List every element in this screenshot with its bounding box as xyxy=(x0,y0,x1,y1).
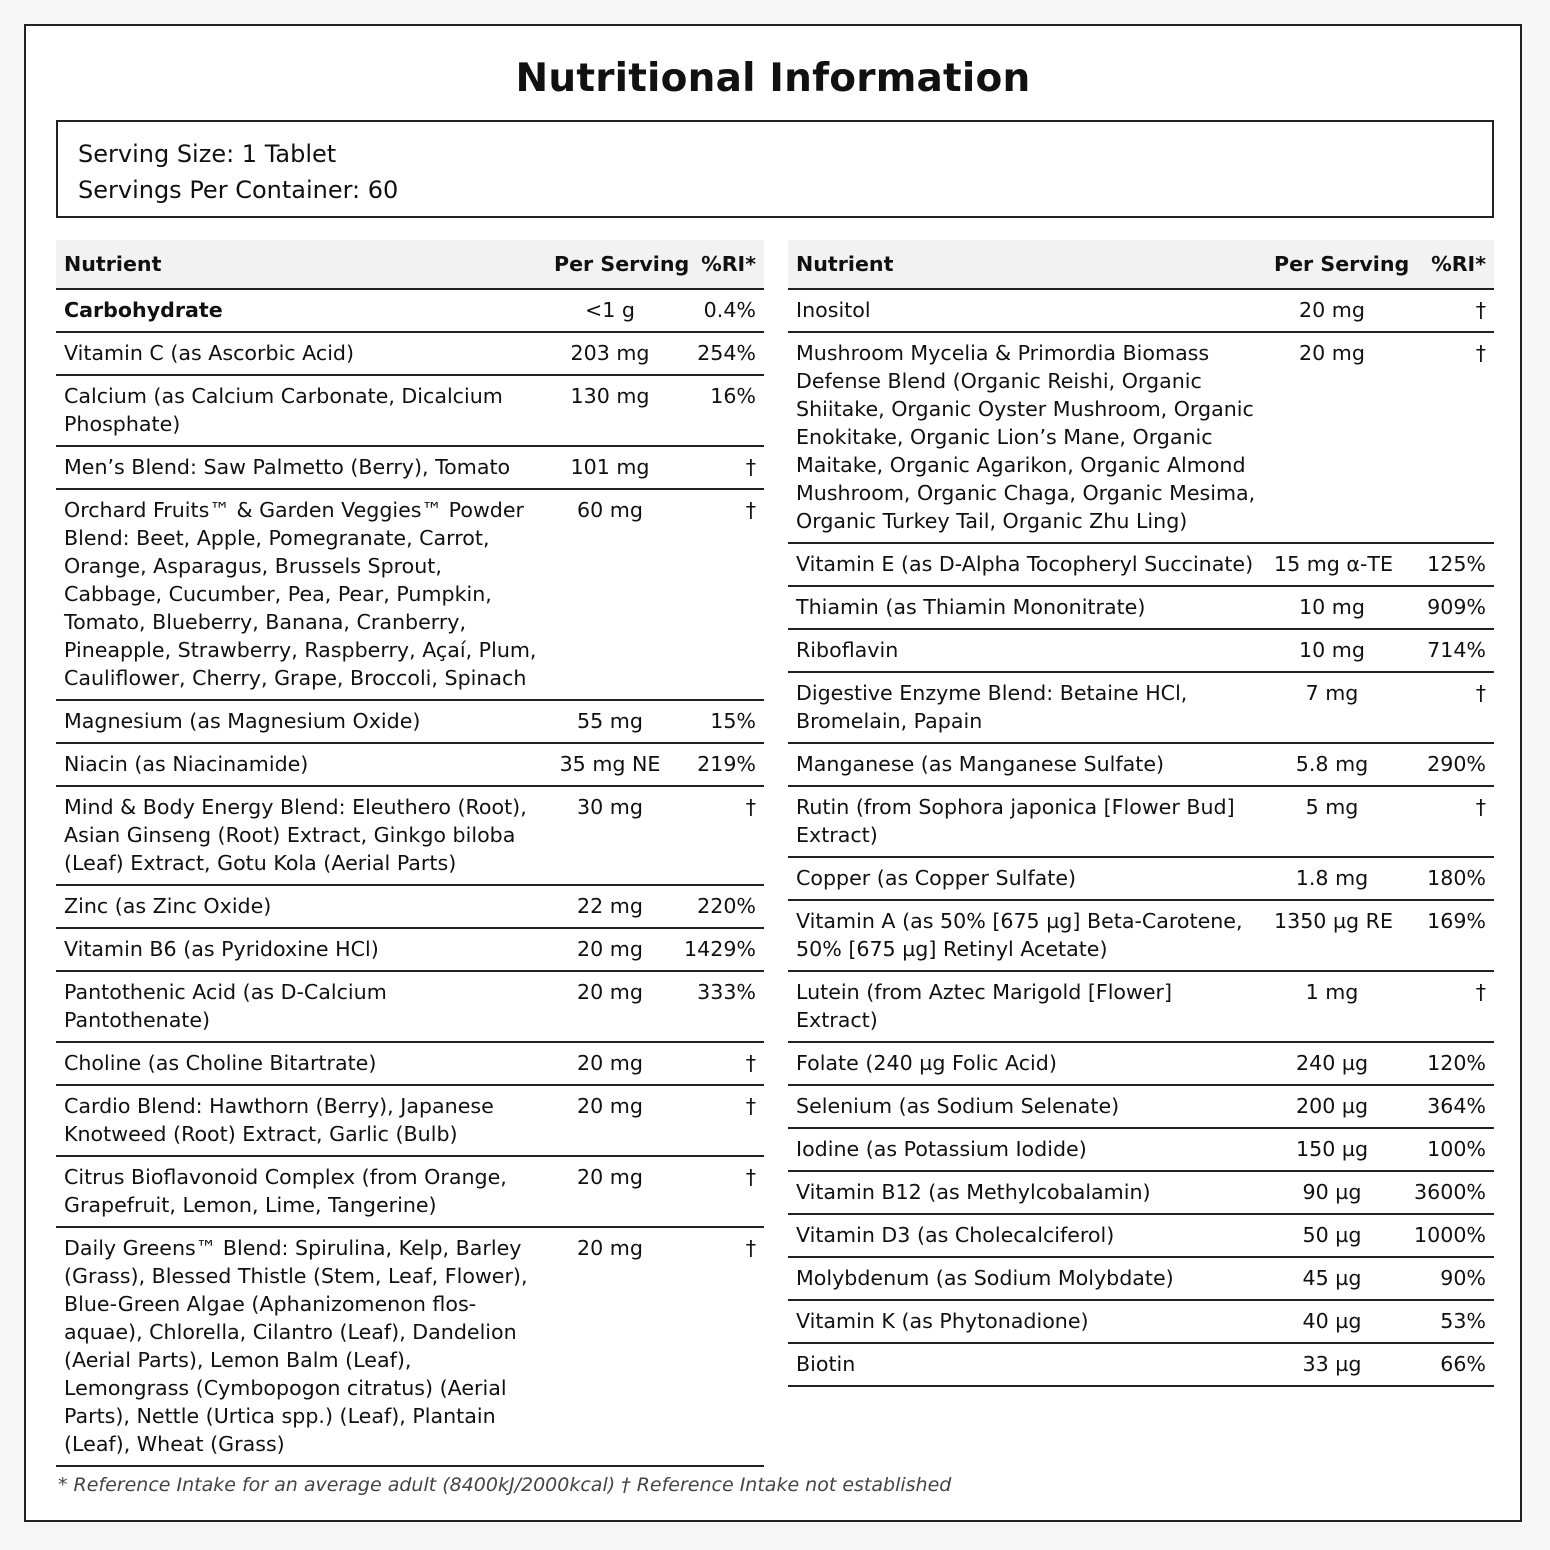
table-row xyxy=(788,672,1494,743)
nutrient-name-cell: Manganese (as Manganese Sulfate) xyxy=(788,743,1266,786)
per-serving-cell: 35 mg NE xyxy=(546,743,674,786)
table-row xyxy=(788,1343,1494,1386)
nutrient-name-cell: Lutein (from Aztec Marigold [Flower] Extract) xyxy=(788,971,1266,1042)
nutrient-name-cell: Magnesium (as Magnesium Oxide) xyxy=(56,700,546,743)
nutrient-name-cell: Pantothenic Acid (as D-Calcium Pantothenate) xyxy=(56,971,546,1042)
footnote: * Reference Intake for an average adult (8400kJ/2000kcal) † Reference Intake not established xyxy=(58,1474,952,1496)
table-row xyxy=(788,1085,1494,1128)
ri-cell: 15% xyxy=(674,700,764,743)
page-title: Nutritional Information xyxy=(515,56,1031,101)
nutrient-name-cell: Molybdenum (as Sodium Molybdate) xyxy=(788,1257,1266,1300)
ri-cell: † xyxy=(674,1227,764,1466)
ri-cell: 714% xyxy=(1398,629,1494,672)
table-row xyxy=(56,1227,764,1466)
per-serving-cell: 200 µg xyxy=(1266,1085,1398,1128)
nutrient-name-cell: Vitamin D3 (as Cholecalciferol) xyxy=(788,1214,1266,1257)
nutrient-name-cell: Iodine (as Potassium Iodide) xyxy=(788,1128,1266,1171)
per-serving-cell: 20 mg xyxy=(546,971,674,1042)
ri-cell: † xyxy=(1398,786,1494,857)
per-serving-cell: 90 µg xyxy=(1266,1171,1398,1214)
ri-cell: 333% xyxy=(674,971,764,1042)
table-row xyxy=(788,1128,1494,1171)
nutrient-name-cell: Men’s Blend: Saw Palmetto (Berry), Tomato xyxy=(56,446,546,489)
table-row xyxy=(788,332,1494,543)
per-serving-cell: 10 mg xyxy=(1266,586,1398,629)
nutrient-name-cell: Inositol xyxy=(788,289,1266,332)
ri-cell: 1000% xyxy=(1398,1214,1494,1257)
table-row xyxy=(788,971,1494,1042)
per-serving-cell: 1350 µg RE xyxy=(1266,900,1398,971)
ri-cell: 90% xyxy=(1398,1257,1494,1300)
per-serving-cell: 5 mg xyxy=(1266,786,1398,857)
nutrient-name-cell: Calcium (as Calcium Carbonate, Dicalcium Phosphate) xyxy=(56,375,546,446)
nutrient-name-cell: Citrus Bioflavonoid Complex (from Orange, Grapefruit, Lemon, Lime, Tangerine) xyxy=(56,1156,546,1227)
per-serving-cell: 20 mg xyxy=(546,1156,674,1227)
nutrient-name-cell: Rutin (from Sophora japonica [Flower Bud] Extract) xyxy=(788,786,1266,857)
table-row xyxy=(56,1042,764,1085)
table-row xyxy=(788,857,1494,900)
table-row xyxy=(788,1042,1494,1085)
column-header-ri: %RI* xyxy=(674,240,764,289)
table-row xyxy=(56,489,764,700)
nutrient-name-cell: Zinc (as Zinc Oxide) xyxy=(56,885,546,928)
ri-cell: † xyxy=(1398,289,1494,332)
ri-cell: 169% xyxy=(1398,900,1494,971)
nutrient-name-cell: Vitamin B12 (as Methylcobalamin) xyxy=(788,1171,1266,1214)
per-serving-cell: 203 mg xyxy=(546,332,674,375)
ri-cell: † xyxy=(674,1085,764,1156)
nutrient-name-cell: Mind & Body Energy Blend: Eleuthero (Root), Asian Ginseng (Root) Extract, Ginkgo biloba (Leaf) Extract, Gotu Kola (Aerial Parts) xyxy=(56,786,546,885)
per-serving-cell: 30 mg xyxy=(546,786,674,885)
table-row xyxy=(56,885,764,928)
ri-cell: 16% xyxy=(674,375,764,446)
table-row xyxy=(56,375,764,446)
ri-cell: 219% xyxy=(674,743,764,786)
servings-per-container: Servings Per Container: 60 xyxy=(78,176,399,204)
per-serving-cell: 40 µg xyxy=(1266,1300,1398,1343)
nutrient-table-right xyxy=(788,240,1494,1387)
per-serving-cell: 20 mg xyxy=(546,928,674,971)
table-row xyxy=(56,446,764,489)
ri-cell: 0.4% xyxy=(674,289,764,332)
nutrient-name-cell: Orchard Fruits™ & Garden Veggies™ Powder Blend: Beet, Apple, Pomegranate, Carrot, Orange, Asparagus, Brussels Sprout, Cabbage, Cucumber, Pea, Pear, Pumpkin, Tomato, Blueberry, Banana, Cranberry, Pineapple, Strawberry, Raspberry, Açaí, Plum, Cauliflower, Cherry, Grape, Broccoli, Spinach xyxy=(56,489,546,700)
column-header-nutrient: Nutrient xyxy=(788,240,1266,289)
ri-cell: 66% xyxy=(1398,1343,1494,1386)
per-serving-cell: 50 µg xyxy=(1266,1214,1398,1257)
nutrient-name-cell: Carbohydrate xyxy=(56,289,546,332)
ri-cell: † xyxy=(674,786,764,885)
nutrient-name-cell: Folate (240 µg Folic Acid) xyxy=(788,1042,1266,1085)
table-row xyxy=(788,1214,1494,1257)
table-row xyxy=(56,289,764,332)
column-header-nutrient: Nutrient xyxy=(56,240,546,289)
ri-cell: 53% xyxy=(1398,1300,1494,1343)
per-serving-cell: 1 mg xyxy=(1266,971,1398,1042)
ri-cell: 909% xyxy=(1398,586,1494,629)
nutrient-name-cell: Riboflavin xyxy=(788,629,1266,672)
table-row xyxy=(788,1257,1494,1300)
per-serving-cell: 150 µg xyxy=(1266,1128,1398,1171)
table-row xyxy=(788,629,1494,672)
per-serving-cell: 45 µg xyxy=(1266,1257,1398,1300)
per-serving-cell: 130 mg xyxy=(546,375,674,446)
nutrient-table-left xyxy=(56,240,764,1467)
nutrition-panel xyxy=(24,24,1522,1522)
ri-cell: 1429% xyxy=(674,928,764,971)
table-row xyxy=(56,928,764,971)
ri-cell: 220% xyxy=(674,885,764,928)
ri-cell: † xyxy=(674,1156,764,1227)
table-row xyxy=(788,543,1494,586)
ri-cell: 120% xyxy=(1398,1042,1494,1085)
per-serving-cell: 60 mg xyxy=(546,489,674,700)
table-row xyxy=(788,786,1494,857)
table-row xyxy=(56,1085,764,1156)
nutrient-name-cell: Choline (as Choline Bitartrate) xyxy=(56,1042,546,1085)
nutrient-name-cell: Mushroom Mycelia & Primordia Biomass Defense Blend (Organic Reishi, Organic Shiitake, Organic Oyster Mushroom, Organic Enokitake, Organic Lion’s Mane, Organic Maitake, Organic Agarikon, Organic Almond Mushroom, Organic Chaga, Organic Mesima, Organic Turkey Tail, Organic Zhu Ling) xyxy=(788,332,1266,543)
per-serving-cell: 20 mg xyxy=(546,1042,674,1085)
ri-cell: † xyxy=(674,489,764,700)
nutrient-name-cell: Copper (as Copper Sulfate) xyxy=(788,857,1266,900)
per-serving-cell: 101 mg xyxy=(546,446,674,489)
per-serving-cell: 5.8 mg xyxy=(1266,743,1398,786)
table-row xyxy=(788,289,1494,332)
column-header-per-serving: Per Serving xyxy=(546,240,674,289)
ri-cell: † xyxy=(1398,332,1494,543)
per-serving-cell: 10 mg xyxy=(1266,629,1398,672)
ri-cell: † xyxy=(674,1042,764,1085)
per-serving-cell: 7 mg xyxy=(1266,672,1398,743)
nutrient-name-cell: Vitamin C (as Ascorbic Acid) xyxy=(56,332,546,375)
per-serving-cell: 15 mg α-TE xyxy=(1266,543,1398,586)
nutrient-name-cell: Vitamin K (as Phytonadione) xyxy=(788,1300,1266,1343)
per-serving-cell: 55 mg xyxy=(546,700,674,743)
ri-cell: † xyxy=(1398,971,1494,1042)
nutrient-name-cell: Thiamin (as Thiamin Mononitrate) xyxy=(788,586,1266,629)
table-row xyxy=(56,332,764,375)
per-serving-cell: 20 mg xyxy=(546,1227,674,1466)
table-row xyxy=(788,743,1494,786)
per-serving-cell: 22 mg xyxy=(546,885,674,928)
table-row xyxy=(788,1300,1494,1343)
ri-cell: 180% xyxy=(1398,857,1494,900)
table-header-row xyxy=(56,240,764,289)
nutrient-name-cell: Digestive Enzyme Blend: Betaine HCl, Bromelain, Papain xyxy=(788,672,1266,743)
ri-cell: 254% xyxy=(674,332,764,375)
table-row xyxy=(56,786,764,885)
per-serving-cell: 240 µg xyxy=(1266,1042,1398,1085)
table-row xyxy=(788,900,1494,971)
table-row xyxy=(788,1171,1494,1214)
nutrient-name-cell: Niacin (as Niacinamide) xyxy=(56,743,546,786)
nutrient-name-cell: Daily Greens™ Blend: Spirulina, Kelp, Barley (Grass), Blessed Thistle (Stem, Leaf, Flower), Blue-Green Algae (Aphanizomenon flos-aquae), Chlorella, Cilantro (Leaf), Dandelion (Aerial Parts), Lemon Balm (Leaf), Lemongrass (Cymbopogon citratus) (Aerial Parts), Nettle (Urtica spp.) (Leaf), Plantain (Leaf), Wheat (Grass) xyxy=(56,1227,546,1466)
per-serving-cell: <1 g xyxy=(546,289,674,332)
column-header-ri: %RI* xyxy=(1398,240,1494,289)
per-serving-cell: 33 µg xyxy=(1266,1343,1398,1386)
ri-cell: † xyxy=(1398,672,1494,743)
nutrient-name-cell: Biotin xyxy=(788,1343,1266,1386)
table-row xyxy=(56,700,764,743)
serving-size: Serving Size: 1 Tablet xyxy=(78,140,337,168)
serving-info-box xyxy=(56,120,1494,218)
ri-cell: 100% xyxy=(1398,1128,1494,1171)
nutrient-name-cell: Vitamin E (as D-Alpha Tocopheryl Succinate) xyxy=(788,543,1266,586)
table-row xyxy=(56,1156,764,1227)
column-header-per-serving: Per Serving xyxy=(1266,240,1398,289)
table-row xyxy=(56,971,764,1042)
nutrient-name-cell: Vitamin A (as 50% [675 µg] Beta-Carotene, 50% [675 µg] Retinyl Acetate) xyxy=(788,900,1266,971)
per-serving-cell: 1.8 mg xyxy=(1266,857,1398,900)
ri-cell: † xyxy=(674,446,764,489)
table-row xyxy=(788,586,1494,629)
nutrient-name-cell: Selenium (as Sodium Selenate) xyxy=(788,1085,1266,1128)
nutrient-name-cell: Cardio Blend: Hawthorn (Berry), Japanese Knotweed (Root) Extract, Garlic (Bulb) xyxy=(56,1085,546,1156)
ri-cell: 3600% xyxy=(1398,1171,1494,1214)
per-serving-cell: 20 mg xyxy=(546,1085,674,1156)
table-header-row xyxy=(788,240,1494,289)
ri-cell: 290% xyxy=(1398,743,1494,786)
table-row xyxy=(56,743,764,786)
per-serving-cell: 20 mg xyxy=(1266,332,1398,543)
per-serving-cell: 20 mg xyxy=(1266,289,1398,332)
nutrient-name-cell: Vitamin B6 (as Pyridoxine HCl) xyxy=(56,928,546,971)
ri-cell: 364% xyxy=(1398,1085,1494,1128)
ri-cell: 125% xyxy=(1398,543,1494,586)
